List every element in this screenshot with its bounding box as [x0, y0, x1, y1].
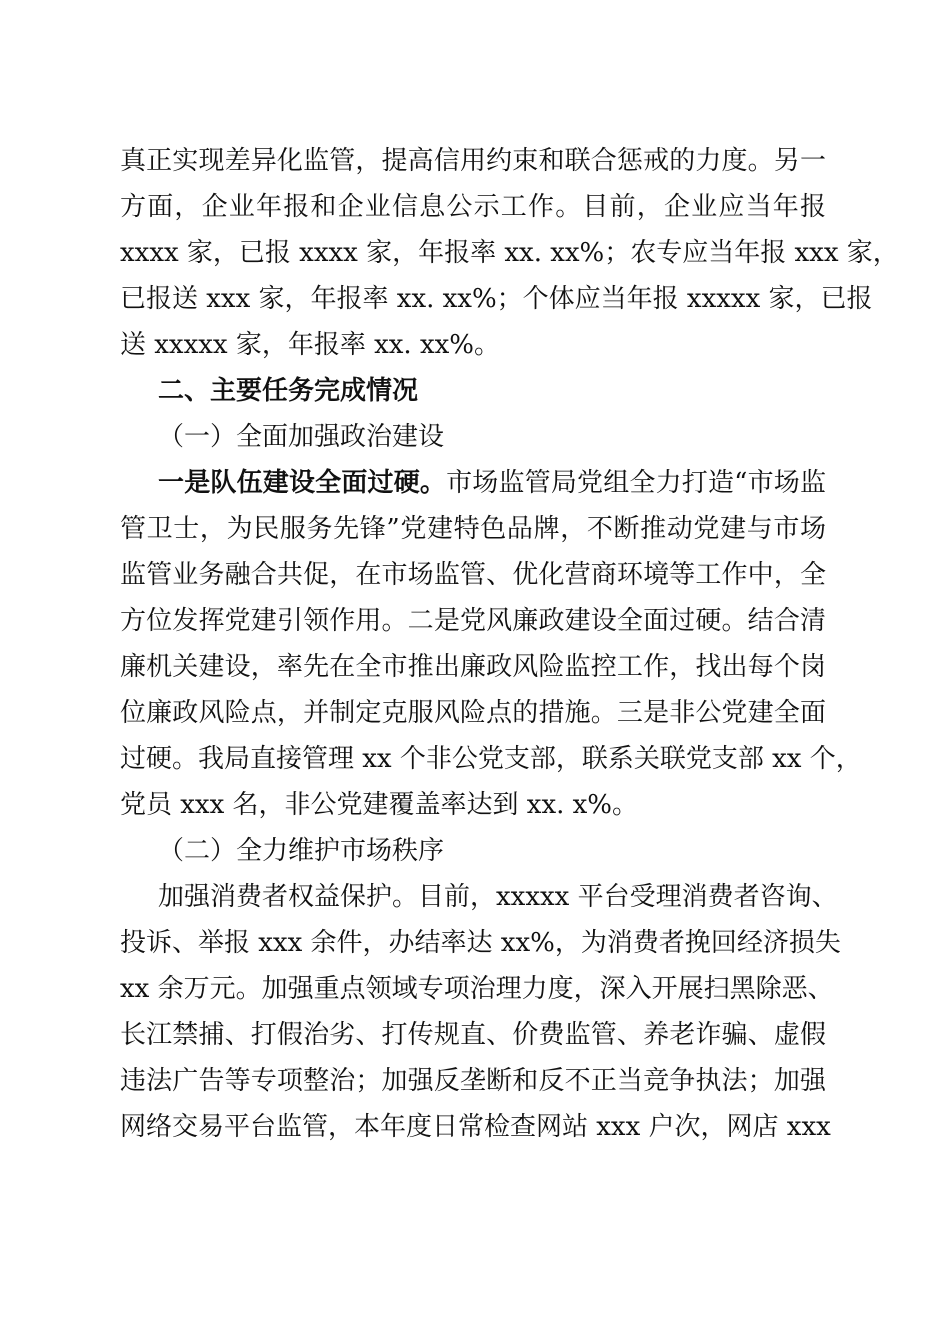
paragraph-line: xxxx 家，已报 xxxx 家，年报率 xx. xx%；农专应当年报 xxx 家，: [120, 238, 899, 268]
section-heading: 二、主要任务完成情况: [158, 376, 419, 406]
paragraph-line: 加强消费者权益保护。目前，xxxxx 平台受理消费者咨询、: [158, 882, 838, 912]
paragraph-line: 过硬。我局直接管理 xx 个非公党支部，联系关联党支部 xx 个，: [120, 744, 862, 774]
paragraph-line: 党员 xxx 名，非公党建覆盖率达到 xx. x%。: [120, 790, 639, 820]
paragraph-line: 网络交易平台监管，本年度日常检查网站 xxx 户次，网店 xxx: [120, 1112, 831, 1142]
paragraph-line: 送 xxxxx 家，年报率 xx. xx%。: [120, 330, 500, 360]
paragraph-line: xx 余万元。加强重点领域专项治理力度，深入开展扫黑除恶、: [120, 974, 834, 1004]
paragraph-line: 已报送 xxx 家，年报率 xx. xx%；个体应当年报 xxxxx 家，已报: [120, 284, 873, 314]
paragraph-line: [158, 466, 826, 500]
paragraph-line: 管卫士，为民服务先锋”党建特色品牌，不断推动党建与市场: [120, 514, 826, 544]
paragraph-line: 监管业务融合共促，在市场监管、优化营商环境等工作中，全: [120, 560, 826, 590]
paragraph-line: 方面，企业年报和企业信息公示工作。目前，企业应当年报: [120, 192, 826, 222]
paragraph-line: 真正实现差异化监管，提高信用约束和联合惩戒的力度。另一: [120, 146, 826, 176]
paragraph-line: 投诉、举报 xxx 余件，办结率达 xx%，为消费者挽回经济损失: [120, 928, 841, 958]
subsection-title: （二）全力维护市场秩序: [158, 836, 445, 866]
paragraph-lead: 一是队伍建设全面过硬。: [158, 468, 447, 498]
paragraph-text: 市场监管局党组全力打造“市场监: [446, 468, 826, 498]
paragraph-line: 方位发挥党建引领作用。二是党风廉政建设全面过硬。结合清: [120, 606, 826, 636]
subsection-title: （一）全面加强政治建设: [158, 422, 445, 452]
paragraph-line: 位廉政风险点，并制定克服风险点的措施。三是非公党建全面: [120, 698, 826, 728]
paragraph-line: 长江禁捕、打假治劣、打传规直、价费监管、养老诈骗、虚假: [120, 1020, 826, 1050]
paragraph-line: 违法广告等专项整治；加强反垄断和反不正当竞争执法；加强: [120, 1066, 826, 1096]
paragraph-line: 廉机关建设，率先在全市推出廉政风险监控工作，找出每个岗: [120, 652, 826, 682]
